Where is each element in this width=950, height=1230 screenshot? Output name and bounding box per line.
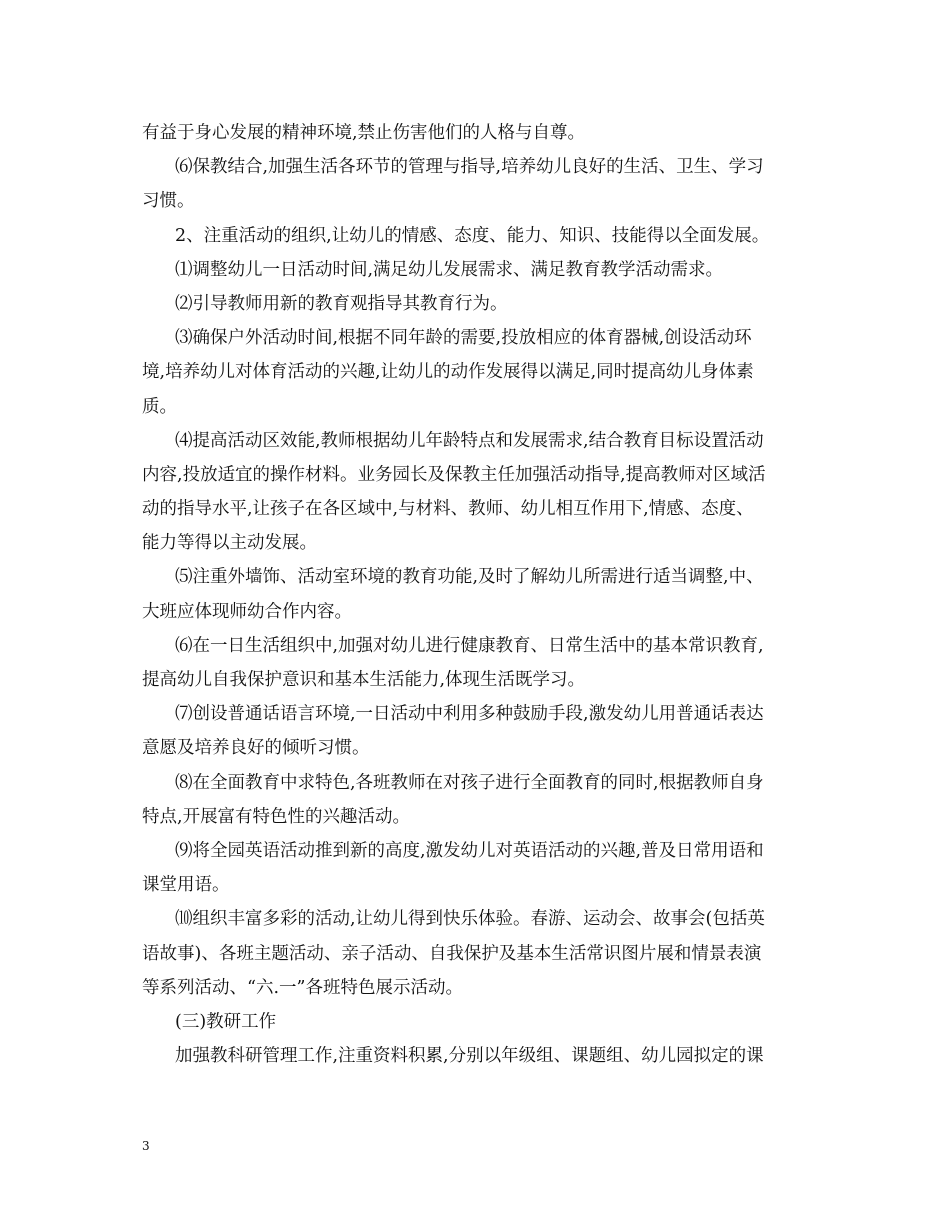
text-line: 质。: [142, 396, 177, 417]
text-line: 语故事)、各班主题活动、亲子活动、自我保护及基本生活常识图片展和情景表演: [142, 943, 762, 964]
text-line: ⑼将全园英语活动推到新的高度,激发幼儿对英语活动的兴趣,普及日常用语和: [175, 840, 764, 861]
text-line: ⑵引导教师用新的教育观指导其教育行为。: [175, 293, 508, 314]
text-line: ⑶确保户外活动时间,根据不同年龄的需要,投放相应的体育器械,创设活动环: [175, 328, 752, 349]
text-line: ⑻在全面教育中求特色,各班教师在对孩子进行全面教育的同时,根据教师自身: [175, 772, 764, 793]
text-line: 课堂用语。: [142, 875, 230, 896]
text-line: 境,培养幼儿对体育活动的兴趣,让幼儿的动作发展得以满足,同时提高幼儿身体素: [142, 362, 754, 383]
text-line: ⑸注重外墙饰、活动室环境的教育功能,及时了解幼儿所需进行适当调整,中、: [175, 567, 764, 588]
text-line: ⑺创设普通话语言环境,一日活动中利用多种鼓励手段,激发幼儿用普通话表达: [175, 704, 764, 725]
text-line: 2、注重活动的组织,让幼儿的情感、态度、能力、知识、技能得以全面发展。: [175, 225, 770, 246]
text-line: ⑷提高活动区效能,教师根据幼儿年龄特点和发展需求,结合教育目标设置活动: [175, 430, 764, 451]
text-line: 意愿及培养良好的倾听习惯。: [142, 738, 370, 759]
text-line: 等系列活动、“六.一”各班特色展示活动。: [142, 977, 463, 998]
text-line: ⑽组织丰富多彩的活动,让幼儿得到快乐体验。春游、运动会、故事会(包括英: [175, 909, 765, 930]
text-line: 特点,开展富有特色性的兴趣活动。: [142, 806, 411, 827]
body-text: [142, 116, 814, 1073]
text-line: 内容,投放适宜的操作材料。业务园长及保教主任加强活动指导,提高教师对区域活: [142, 464, 766, 485]
text-line: (三)教研工作: [175, 1011, 277, 1032]
text-line: 习惯。: [142, 191, 195, 212]
text-line: 大班应体现师幼合作内容。: [142, 601, 352, 622]
text-line: ⑹保教结合,加强生活各环节的管理与指导,培养幼儿良好的生活、卫生、学习: [175, 157, 764, 178]
text-line: 能力等得以主动发展。: [142, 533, 317, 554]
text-line: 加强教科研管理工作,注重资料积累,分别以年级组、课题组、幼儿园拟定的课: [175, 1046, 764, 1067]
text-line: 提高幼儿自我保护意识和基本生活能力,体现生活既学习。: [142, 670, 586, 690]
page-number: 3: [142, 1139, 150, 1153]
text-line: ⑴调整幼儿一日活动时间,满足幼儿发展需求、满足教育教学活动需求。: [175, 259, 724, 280]
text-line: 动的指导水平,让孩子在各区域中,与材料、教师、幼儿相互作用下,情感、态度、: [142, 499, 754, 520]
text-line: ⑹在一日生活组织中,加强对幼儿进行健康教育、日常生活中的基本常识教育,: [175, 635, 764, 656]
text-line: 有益于身心发展的精神环境,禁止伤害他们的人格与自尊。: [142, 123, 586, 143]
